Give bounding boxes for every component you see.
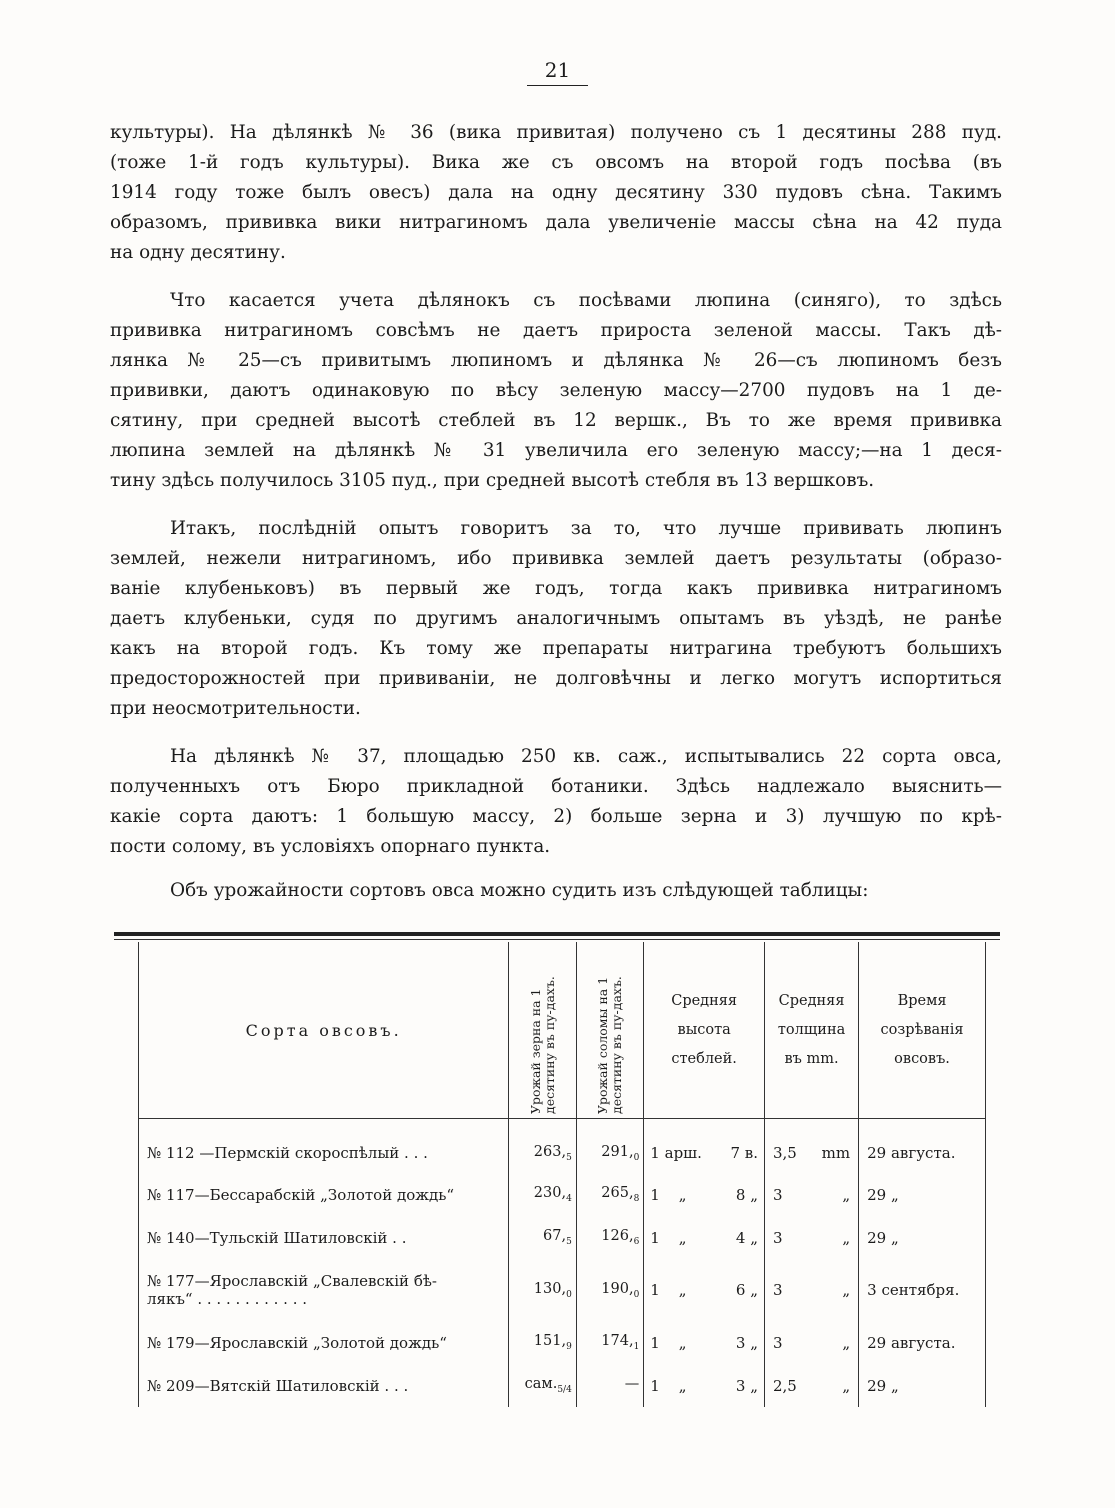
cell-stem-thickness: 3,5 mm — [765, 1119, 859, 1174]
text-line: полученныхъ отъ Бюро прикладной ботаники. Здѣсь надлежало выяснить— — [110, 776, 1002, 797]
body-text — [110, 118, 1002, 906]
table-row — [139, 1119, 986, 1174]
text-line: прививки, даютъ одинаковую по вѣсу зеленую массу—2700 пудовъ на 1 де- — [110, 380, 1002, 401]
paragraph — [110, 514, 1002, 724]
paragraph — [110, 118, 1002, 268]
cell-straw-yield: $174,_1$ — [576, 1321, 644, 1364]
paragraph — [110, 742, 1002, 862]
cell-straw-yield: $190,_0$ — [576, 1259, 644, 1321]
text-line: культуры). На дѣлянкѣ № 36 (вика привитая) получено съ 1 десятины 288 пуд. — [110, 122, 1002, 143]
table-row — [139, 1216, 986, 1259]
cell-ripening-time: 3 сентября. — [859, 1259, 986, 1321]
text-line: какъ на второй годъ. Къ тому же препараты нитрагина требуютъ большихъ — [110, 638, 1002, 659]
table-caption: Объ урожайности сортовъ овса можно судить изъ слѣдующей таблицы: — [170, 880, 869, 901]
cell-ripening-time: 29 августа. — [859, 1119, 986, 1174]
text-line: лянка № 25—съ привитымъ люпиномъ и дѣлянка № 26—съ люпиномъ безъ — [110, 350, 1002, 371]
cell-variety: № 117—Бессарабскій „Золотой дождь“ — [139, 1173, 509, 1216]
paragraph — [110, 286, 1002, 496]
cell-variety: № 179—Ярославскій „Золотой дождь“ — [139, 1321, 509, 1364]
text-line: Итакъ, послѣдній опытъ говоритъ за то, что лучше прививать люпинъ — [170, 518, 1002, 539]
cell-ripening-time: 29 „ — [859, 1364, 986, 1407]
cell-stem-thickness: 3 „ — [765, 1216, 859, 1259]
text-line: образомъ, прививка вики нитрагиномъ дала увеличеніе массы сѣна на 42 пуда — [110, 212, 1002, 233]
cell-grain-yield: $сам._{5/4}$ — [509, 1364, 577, 1407]
cell-stem-height: 1 „ 3 „ — [644, 1321, 765, 1364]
table-row — [139, 1173, 986, 1216]
header-straw-yield: Урожай соломы на 1 десятину въ пу-дахъ. — [576, 942, 644, 1119]
text-line: 1914 году тоже былъ овесъ) дала на одну десятину 330 пудовъ сѣна. Такимъ — [110, 182, 1002, 203]
text-line: при неосмотрительности. — [110, 698, 361, 719]
text-line: на одну десятину. — [110, 242, 286, 263]
header-stem-height: Средняя высота стеблей. — [644, 942, 765, 1119]
text-line: предосторожностей при прививаніи, не долговѣчны и легко могутъ испортиться — [110, 668, 1002, 689]
text-line: даетъ клубеньки, судя по другимъ аналогичнымъ опытамъ въ уѣздѣ, не ранѣе — [110, 608, 1002, 629]
cell-grain-yield: $230,_4$ — [509, 1173, 577, 1216]
cell-variety: № 140—Тульскій Шатиловскій . . — [139, 1216, 509, 1259]
text-line: прививка нитрагиномъ совсѣмъ не даетъ прироста зеленой массы. Такъ дѣ- — [110, 320, 1002, 341]
header-ripening-time: Время созрѣванія овсовъ. — [859, 942, 986, 1119]
cell-variety: № 177—Ярославскій „Свалевскій бѣ- лякъ“ . . . . . . . . . . . . — [139, 1259, 509, 1321]
text-line: пости солому, въ условіяхъ опорнаго пункта. — [110, 836, 551, 857]
cell-straw-yield: — — [576, 1364, 644, 1407]
data-table — [138, 942, 986, 1407]
cell-stem-thickness: 3 „ — [765, 1259, 859, 1321]
cell-straw-yield: $126,_6$ — [576, 1216, 644, 1259]
cell-straw-yield: $265,_8$ — [576, 1173, 644, 1216]
cell-ripening-time: 29 августа. — [859, 1321, 986, 1364]
cell-grain-yield: $67,_5$ — [509, 1216, 577, 1259]
text-line: тину здѣсь получилось 3105 пуд., при средней высотѣ стебля въ 13 вершковъ. — [110, 470, 875, 491]
table-row — [139, 1364, 986, 1407]
table-top-rule-thin — [114, 939, 1000, 940]
text-line: сятину, при средней высотѣ стеблей въ 12 вершк., Въ то же время прививка — [110, 410, 1002, 431]
text-line: На дѣлянкѣ № 37, площадью 250 кв. саж., испытывались 22 сорта овса, — [170, 746, 1002, 767]
cell-stem-height: 1 арш. 7 в. — [644, 1119, 765, 1174]
cell-stem-thickness: 2,5 „ — [765, 1364, 859, 1407]
table-header-row — [139, 942, 986, 1119]
cell-variety: № 112 —Пермскій скороспѣлый . . . — [139, 1119, 509, 1174]
cell-stem-thickness: 3 „ — [765, 1173, 859, 1216]
cell-ripening-time: 29 „ — [859, 1173, 986, 1216]
cell-stem-height: 1 „ 8 „ — [644, 1173, 765, 1216]
cell-stem-height: 1 „ 3 „ — [644, 1364, 765, 1407]
cell-straw-yield: $291,_0$ — [576, 1119, 644, 1174]
table-row — [139, 1259, 986, 1321]
header-grain-yield: Урожай зерна на 1 десятину въ пу-дахъ. — [509, 942, 577, 1119]
cell-grain-yield: $151,_9$ — [509, 1321, 577, 1364]
cell-ripening-time: 29 „ — [859, 1216, 986, 1259]
cell-variety: № 209—Вятскій Шатиловскій . . . — [139, 1364, 509, 1407]
text-line: люпина землей на дѣлянкѣ № 31 увеличила его зеленую массу;—на 1 деся- — [110, 440, 1002, 461]
page-number: 21 — [0, 58, 1115, 86]
cell-grain-yield: $263,_5$ — [509, 1119, 577, 1174]
text-line: ваніе клубеньковъ) въ первый же годъ, тогда какъ прививка нитрагиномъ — [110, 578, 1002, 599]
header-variety: Сорта овсовъ. — [139, 942, 509, 1119]
table-top-rule — [114, 932, 1000, 936]
cell-stem-thickness: 3 „ — [765, 1321, 859, 1364]
text-line: землей, нежели нитрагиномъ, ибо прививка землей даетъ результаты (образо- — [110, 548, 1002, 569]
oat-varieties-table — [114, 932, 1000, 1422]
text-line: Что касается учета дѣлянокъ съ посѣвами люпина (синяго), то здѣсь — [170, 290, 1002, 311]
table-row — [139, 1321, 986, 1364]
cell-stem-height: 1 „ 4 „ — [644, 1216, 765, 1259]
header-stem-thickness: Средняя толщина въ mm. — [765, 942, 859, 1119]
text-line: какіе сорта даютъ: 1 большую массу, 2) больше зерна и 3) лучшую по крѣ- — [110, 806, 1002, 827]
cell-grain-yield: $130,_0$ — [509, 1259, 577, 1321]
cell-stem-height: 1 „ 6 „ — [644, 1259, 765, 1321]
text-line: (тоже 1-й годъ культуры). Вика же съ овсомъ на второй годъ посѣва (въ — [110, 152, 1002, 173]
